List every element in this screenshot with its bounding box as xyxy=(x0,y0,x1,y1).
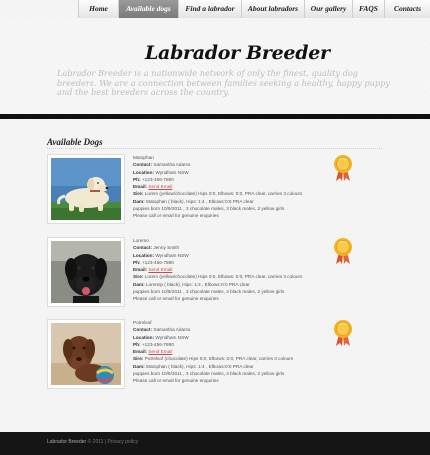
award-medal-icon xyxy=(333,237,353,265)
site-header xyxy=(0,18,430,114)
black-labrador-image xyxy=(51,241,121,303)
contact-value: Jenny Smith xyxy=(153,245,180,251)
dog-photo[interactable] xyxy=(47,154,125,224)
nav-our-gallery[interactable]: Our gallery xyxy=(304,0,352,18)
location-label: Location: xyxy=(133,169,155,175)
top-navigation xyxy=(0,0,430,18)
send-email-link[interactable]: Send Email xyxy=(148,184,173,190)
footer-text xyxy=(47,439,138,445)
header-divider xyxy=(0,114,430,119)
sire-value: Lorem (yellow/chocolate) Hips 0:0, Elbows: 0:0, PRA clear, carries 3 colours xyxy=(144,191,303,197)
phone-label: Ph: xyxy=(133,259,141,265)
dog-name: Loremo xyxy=(133,238,149,243)
dam-label: Dam: xyxy=(133,363,145,369)
footer-copyright: © 2011 xyxy=(87,439,104,445)
footer-separator: | xyxy=(104,439,107,445)
dog-photo[interactable] xyxy=(47,319,125,389)
dog-details xyxy=(133,237,358,303)
dog-details xyxy=(133,154,358,220)
contact-label: Contact: xyxy=(133,327,153,333)
site-tagline: Labrador Breeder is a nationwide network of only the finest, quality dog breeders. We are a connection between families seeking a healthy, happy puppy and the best breeders across the country. xyxy=(57,68,390,98)
dam-label: Dam: xyxy=(133,198,145,204)
dog-photo[interactable] xyxy=(47,237,125,307)
dam-value: Matophan ( black), Hips: 1:4 , Elbows:0:0 PRA clear xyxy=(146,198,254,204)
location-value: Wyndham NSW xyxy=(155,169,189,175)
dog-name: Potrelsof xyxy=(133,320,152,325)
contact-value: Samantha Adams xyxy=(153,162,191,168)
privacy-policy-link[interactable]: Privacy policy xyxy=(107,439,139,445)
sire-value: Lorem (yellow/chocolate) Hips 0:0, Elbows: 0:0, PRA clear, carries 3 colours xyxy=(144,274,303,280)
sire-label: Sire: xyxy=(133,274,144,280)
phone-value: +123-456-7890 xyxy=(141,259,174,265)
page-title: Available Dogs xyxy=(47,137,103,147)
nav-available-dogs[interactable]: Available dogs xyxy=(118,0,178,18)
nav-faqs[interactable]: FAQS xyxy=(352,0,384,18)
sire-value: Potrelsof (chocolate) Hips 0:0, Elbows: 0:0, PRA clear, carries 3 colours xyxy=(144,356,294,362)
enquiry-note: Please call or email for genuine enquiries xyxy=(133,378,219,384)
contact-label: Contact: xyxy=(133,245,153,251)
dam-label: Dam: xyxy=(133,281,145,287)
phone-label: Ph: xyxy=(133,176,141,182)
location-value: Wyndham NSW xyxy=(155,334,189,340)
phone-value: +123-456-7890 xyxy=(141,341,174,347)
phone-label: Ph: xyxy=(133,341,141,347)
location-label: Location: xyxy=(133,334,155,340)
enquiry-note: Please call or email for genuine enquiries xyxy=(133,296,219,302)
dog-listing xyxy=(47,237,387,309)
email-label: Email: xyxy=(133,267,148,273)
puppies-info: puppies born 10/9/2011 , 3 chocolate males, 3 black males, 2 yellow girls xyxy=(133,371,285,377)
site-logo-title[interactable]: Labrador Breeder xyxy=(145,42,330,64)
email-label: Email: xyxy=(133,184,148,190)
dog-details xyxy=(133,319,358,385)
section-divider xyxy=(47,148,382,149)
chocolate-labrador-image xyxy=(51,323,121,385)
location-label: Location: xyxy=(133,252,155,258)
enquiry-note: Please call or email for genuine enquiries xyxy=(133,213,219,219)
location-value: Wyndham NSW xyxy=(155,252,189,258)
dam-value: Matophan ( black), Hips: 1:4 , Elbows:0:0 PRA clear xyxy=(146,363,254,369)
contact-label: Contact: xyxy=(133,162,153,168)
puppies-info: puppies born 10/9/2011 , 3 chocolate males, 3 black males, 2 yellow girls xyxy=(133,289,285,295)
award-medal-icon xyxy=(333,319,353,347)
send-email-link[interactable]: Send Email xyxy=(148,267,173,273)
dog-name: Matophan xyxy=(133,155,154,160)
footer-brand: Labrador Breeder xyxy=(47,439,87,445)
nav-about-labradors[interactable]: About labradors xyxy=(241,0,304,18)
phone-value: +123-456-7890 xyxy=(141,176,174,182)
dog-listing xyxy=(47,154,387,226)
contact-value: Samantha Adams xyxy=(153,327,191,333)
yellow-labrador-image xyxy=(51,158,121,220)
site-footer xyxy=(0,432,430,455)
email-label: Email: xyxy=(133,349,148,355)
sire-label: Sire: xyxy=(133,356,144,362)
award-medal-icon xyxy=(333,154,353,182)
sire-label: Sire: xyxy=(133,191,144,197)
dam-value: Loremip ( black), Hips: 1:4 , Elbows:0:0 PRA clear xyxy=(146,281,250,287)
dog-listing xyxy=(47,319,387,391)
send-email-link[interactable]: Send Email xyxy=(148,349,173,355)
puppies-info: puppies born 10/9/2011 , 3 chocolate males, 3 black males, 2 yellow girls xyxy=(133,206,285,212)
nav-contacts[interactable]: Contacts xyxy=(384,0,430,18)
nav-find-a-labrador[interactable]: Find a labrador xyxy=(178,0,241,18)
nav-home[interactable]: Home xyxy=(78,0,118,18)
